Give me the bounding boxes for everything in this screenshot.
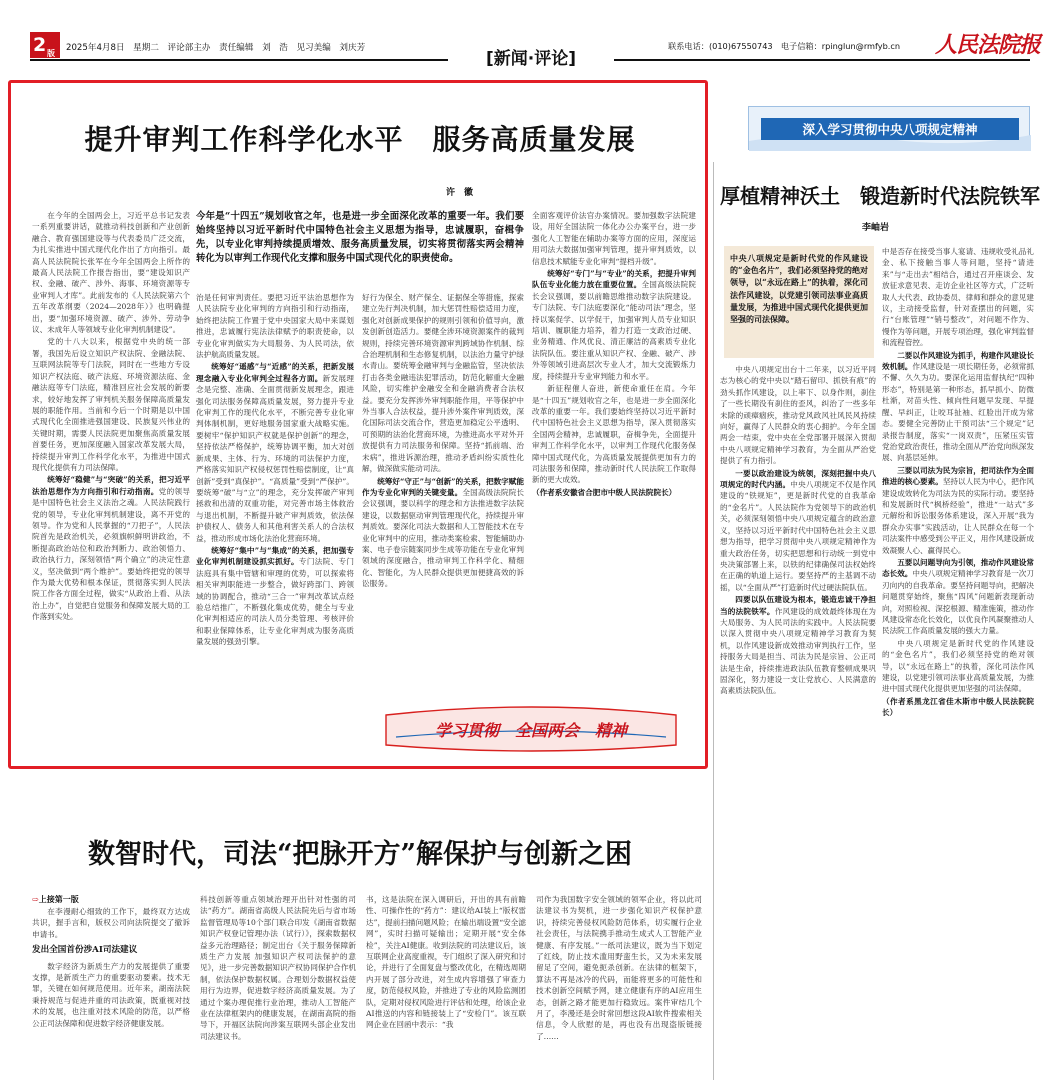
right-heading-3: 三要以司法为民为宗旨，把司法作为全面推进的核心要素。 xyxy=(882,465,1034,487)
right-heading-4: 四要以队伍建设为根本，锻造忠诚干净担当的法院铁军。 xyxy=(720,595,876,616)
right-paragraph: 中央八项规定是新时代党的作风建设的“金色名片”，我们必须坚持党的绝对领导，以“永远在路上”的执着，深化司法作风建设，以党建引领司法事业高质量发展，为推进中国式现代化提供更加坚强的司法保障。 xyxy=(882,638,1034,694)
section-label: [新闻·评论] xyxy=(448,46,614,72)
main-article-author: 许 徽 xyxy=(446,188,474,198)
right-article-title: 厚植精神沃土 锻造新时代法院铁军 xyxy=(720,184,1040,208)
right-col-1 xyxy=(720,364,876,1066)
right-paragraph: 作风建设的成效最终体现在为大局服务、为人民司法的实践中。人民法院要以深入贯彻中央八项规定精神学习教育为契机，以作风建设新成效推动审判执行工作，坚持服务大局是担当、司法为民是宗旨、公正司法是生命，持续推进政法队伍教育整顿成果巩固深化，努力建设一支让党放心、人民满意的高素质法院队伍。 xyxy=(720,606,876,696)
continued-marker xyxy=(32,894,79,905)
continued-label: 上接第一版 xyxy=(38,894,79,904)
main-paragraph: 新征程催人奋进，新使命重任在肩。今年是“十四五”规划收官之年，也是进一步全面深化改革的重要一年。我们要始终坚持以习近平新时代中国特色社会主义思想为指导，深入贯彻落实全国两会精神，忠诚履职，奋楫争先，全面提升审判工作科学化水平，以审判工作现代化服务保障中国式现代化，为高质量发展提供更加有力的司法服务和保障，推动新时代人民法院工作取得新的更大成效。 xyxy=(532,384,696,485)
two-sessions-banner xyxy=(382,705,680,753)
bottom-paragraph: 数字经济为新质生产力的发展提供了重要支撑，是新质生产力的重要驱动要素。技术无罪，关键在如何规范使用。近年来，湖南法院秉持规范与促进并重的司法政策，既重视对技术的发展，也注重对技术风险的防范，以严格公正司法保障和促进数字经济健康发展。 xyxy=(32,961,190,1028)
main-col-2 xyxy=(196,292,354,755)
bottom-article-title: 数智时代，司法“把脉开方”解保护与创新之困 xyxy=(87,839,633,870)
bottom-col-2 xyxy=(200,894,356,1088)
right-paragraph: 中央八项规定精神学习教育是一次刀刃向内的自我革命。要坚持问题导向，把解决问题贯穿始终，聚焦“四风”问题新表现新动向，对照检视、深挖根源、精准施策，推动作风建设常态化长效化，以优良作风凝聚推动人民法院工作高质量发展的强大力量。 xyxy=(882,569,1034,636)
main-article-lead: 今年是“十四五”规划收官之年，也是进一步全面深化改革的重要一年。我们要始终坚持以习近平新时代中国特色社会主义思想为指导，忠诚履职，奋楫争先，以专业化审判持续提质增效、服务高质量发展，切实将贯彻落实两会精神转化为以审判工作现代化支撑和服务中国式现代化的职责使命。 xyxy=(196,211,524,264)
main-article-title: 提升审判工作科学化水平 服务高质量发展 xyxy=(84,123,636,156)
right-paragraph: 中是否存在接受当事人宴请、违规收受礼品礼金、私下接触当事人等问题，坚持“请进来”与“走出去”相结合，通过召开座谈会、发放征求意见表、走访企业社区等方式，广泛听取人大代表、政协委员、律师和群众的意见建议，主动接受监督，针对查摆出的问题，实行“台账管理”“销号整改”，对问题不作为、慢作为等问题，开展专项治理，强化审判监督和流程管控。 xyxy=(882,247,1034,348)
bottom-subhead: 发出全国首份涉AI司法建议 xyxy=(32,945,138,956)
right-heading-2: 二要以作风建设为抓手，构建作风建设长效机制。 xyxy=(882,350,1034,372)
section-heading-2: 统筹好“遥感”与“近感”的关系，把新发展理念融入专业化审判全过程各方面。 xyxy=(196,362,354,383)
main-paragraph: 全面客观评价法官办案情况。要加强数字法院建设，用好全国法院一体化办公办案平台，进一步强化人工智能在辅助办案等方面的应用，深度运用司法大数据加强审判管理，提升审判质效，以信息技术赋能专业化审判“提档升级”。 xyxy=(532,211,696,266)
main-paragraph: 党的领导是中国特色社会主义法治之魂。人民法院践行党的领导，专业化审判机制建设，离不开党的领导。作为党和人民掌握的“刀把子”，人民法院首先是政治机关，必须旗帜鲜明讲政治，不断提高政治站位和政治判断力、政治领悟力、政治执行力，深刻领悟“两个确立”的决定性意义，坚决做到“两个维护”。要始终把党的领导作为最大优势和根本保证，贯彻落实到人民法院工作各方面全过程，做实“从政治上看、从法治上办”，自觉把自觉服务和保障发展大局的工作落到实处。 xyxy=(32,486,190,622)
arrow-right-icon: ⇨ xyxy=(32,894,39,904)
section-heading-3: 统筹好“集中”与“集成”的关系，把加强专业化审判机制建设抓实抓好。 xyxy=(196,545,354,567)
section-heading-1: 统筹好“稳健”与“突破”的关系，把习近平法治思想作为方向指引和行动指南。 xyxy=(32,475,190,496)
main-paragraph: 全国高级法院院长会议强调，要以前瞻思维推动数字法院建设。专门法院、专门法庭要深化“能动司法”理念，坚持以案促学、以学促干，加强审判人员专业知识培训、履职能力培养，着力打造一支政治过硬、业务精通、作风优良、清正廉洁的高素质专业化法院队伍。要注重从知识产权、金融、破产、涉外等领域引进高层次专业人才，加大交流锻炼力度，持续提升专业审判能力和水平。 xyxy=(532,280,696,381)
right-author-note: （作者系黑龙江省佳木斯市中级人民法院院长） xyxy=(882,696,1034,718)
bottom-paragraph: 在李漫耐心细致的工作下，最终双方达成共识，握手言和，版权公司向法院提交了撤诉申请书。 xyxy=(32,907,190,939)
bottom-paragraph: 书，这是法院在深入调研后，开出的具有前瞻性、可操作性的“药方”：建议给AI装上“版权雷达”，提前扫描问题风险；在输出端设置“安全滤网”，实时扫描可疑输出；定期开展“安全体检”，关注AI健康。收到法院的司法建议后，该互联网企业高度重视，专门组织了深入研究和讨论，并进行了全面复盘与整改优化，在精选周期内开展了部分改进，对生成内容增强了审查力度，防范侵权风险，并推进了专业的风险监测团队，定期对侵权风险进行评估和处理，给该企业AI推送的内容和链接装上了“安检门”。该互联网企业在回函中表示：“我 xyxy=(366,895,526,1030)
main-col-1 xyxy=(32,210,190,755)
right-paragraph: 中央八项规定不仅是作风建设的“铁规矩”，更是新时代党的自我革命的“金名片”。人民法院作为党领导下的政治机关，必须深刻领悟中央八项规定蕴含的政治意义，坚持以习近平新时代中国特色社会主义思想为指导，把学习贯彻中央八项规定精神作为重大政治任务，切实把思想和行动统一到党中央决策部署上来，以铁的纪律确保司法权始终在正确的轨道上运行。要坚持严的主基调不动摇，以“全面从严”打造新时代过硬法院队伍。 xyxy=(720,480,876,592)
right-col-2 xyxy=(882,246,1034,1066)
section-heading-4: 统筹好“专门”与“专业”的关系，把提升审判队伍专业化能力放在重要位置。 xyxy=(532,269,696,290)
main-paragraph: 专门法院、专门法庭具有集中管辖和审理的优势，可以探索将相关审判职能进一步整合，做好跨部门、跨领域的协调配合，推动“三合一”审判改革试点经验总结推广，不断强化集成优势，健全与专业化审判相适应的司法人员分类管理、考核评价和职业保障体系，让专业化审判成为服务高质量发展的强劲引擎。 xyxy=(196,557,354,647)
header-date-line: 2025年4月8日 星期二 评论部主办 责任编辑 刘 浩 见习美编 刘庆芳 xyxy=(66,43,366,53)
bottom-paragraph: 科技创新等重点领域治理开出针对性强的司法“药方”。湖南省高级人民法院先后与省市场监督管理局等10个部门联合印发《湖南省数据知识产权登记管理办法（试行）》，探索数据权益多元治理路径；制定出台《关于服务保障新质生产力发展 加强知识产权司法保护的意见》，进一步完善数据知识产权协同保护合作机制，依法保护数据权属。合理划分数据权益使用行为边界，促进数字经济高质量发展。为了通过个案办理促推行业治理，推动人工智能产业在法律框架内的健康发展，在湖南高院的指导下，开福区法院向涉案互联网头部企业发出司法建议书。 xyxy=(200,895,356,1041)
right-heading-1: 一要以政治建设为统领，深刻把握中央八项规定的时代内涵。 xyxy=(720,468,876,490)
header-contact-line: 联系电话：(010)67550743 电子信箱：rpinglun@rmfyb.cn xyxy=(668,41,901,51)
section-heading-5: 统筹好“守正”与“创新”的关系，把数字赋能作为专业化审判的关键变量。 xyxy=(362,476,524,497)
brand-logo: 人民法院报 xyxy=(935,32,1041,58)
eight-rules-banner xyxy=(748,106,1030,150)
main-paragraph: 新发展理念是完整、准确、全面贯彻新发展理念，跟进强化司法服务保障高质量发展，努力提升专业化审判工作的现代化水平，不断完善专业化审判体制机制，更好地服务国家重大战略实施。要树牢“保护知识产权就是保护创新”的理念，坚持依法严格保护，统筹协调平衡，加大对创新成果、主体、行为、环境的司法保护力度，严格落实知识产权侵权惩罚性赔偿制度，让“真创新”受到“真保护”。“高质量”受到“严保护”。要统筹“破”与“立”的理念，充分发挥破产审判拯救和出清的双重功能，对完善市场主体救治与退出机制，不断提升破产审判质效，依法保护债权人、债务人和其他利害关系人的合法权益，推动形成市场化法治化营商环境。 xyxy=(196,373,354,543)
right-article-author: 李岫岩 xyxy=(862,223,890,233)
page-badge: 2 版 xyxy=(30,32,60,58)
main-author-note: （作者系安徽省合肥市中级人民法院院长） xyxy=(532,487,677,497)
right-heading-5: 五要以问题导向为引领，推动作风建设常态长效。 xyxy=(882,557,1034,579)
right-paragraph: 作风建设是一项长期任务，必须常抓不懈、久久为功。要深化运用监督执纪“四种形态”，特别是第一种形态，抓早抓小、防微杜渐，对苗头性、倾向性问题早发现、早提醒、早纠正，让咬耳扯袖、红脸出汗成为常态。要健全完善防止干预司法“三个规定”记录报告制度，落实“一岗双责”，压紧压实管党治党政治责任，推动全面从严治党向纵深发展、向基层延伸。 xyxy=(882,362,1034,463)
bottom-col-3 xyxy=(366,894,526,1088)
right-paragraph: 中央八项规定出台十二年来，以习近平同志为核心的党中央以“踏石留印、抓铁有痕”的劲头抓作风建设，以上率下、以身作则，刹住了一些长期没有刹住的歪风，纠治了一些多年未除的顽瘴痼疾，推动党风政风社风民风持续向好，赢得了人民群众的衷心拥护。今年全国两会一结束，党中央在全党部署开展深入贯彻中央八项规定精神学习教育，为全面从严治党提供了有力指引。 xyxy=(720,365,876,466)
bottom-col-4 xyxy=(536,894,702,1088)
main-col-4 xyxy=(532,210,696,732)
right-paragraph: 坚持以人民为中心，把作风建设成效转化为司法为民的实际行动。要坚持和发展新时代“枫桥经验”，推进“一站式”多元解纷和诉讼服务体系建设，深入开展“我为群众办实事”实践活动，让人民群众在每一个司法案件中感受到公平正义，用作风建设新成效凝聚人心、赢得民心。 xyxy=(882,477,1034,555)
bottom-paragraph: 司作为我国数字安全领域的领军企业，将以此司法建议书为契机，进一步强化知识产权保护意识，持续完善侵权风险防范体系，切实履行企业社会责任，与法院携手推动生成式人工智能产业健康、有序发展。”一纸司法建议，既为当下划定了红线，防止技术滥用野蛮生长，又为未来发展留足了空间，避免扼杀创新。在法律的框架下，算法不再是冰冷的代码，而能将更多的可能性和技术创新空间赋予网，建立健康有序的AI应用生态，创新之路才能更加行稳致远。案件审结几个月了，李漫还是会时常回想这段AI软件搜索相关信息，令人欣慰的是，再也没有出现盗版链接了…… xyxy=(536,895,702,1041)
main-col-3 xyxy=(362,292,524,682)
eight-rules-banner-text: 深入学习贯彻中央八项规定精神 xyxy=(802,122,978,137)
main-paragraph: 好行为保全、财产保全、证据保全等措施，探索建立先行判决机制，加大惩罚性赔偿适用力度，强化对创新成果保护的规则引领和价值导向，激发创新创造活力。要健全涉环境资源案件的裁判规则，持续完善环境资源审判跨域协作机制、综合治理机制和生态修复机制，以法治力量守护绿水青山。要统筹金融审判与金融监管，坚决依法打击各类金融违法犯罪活动，防范化解重大金融风险，切实维护金融安全和金融消费者合法权益。要充分发挥涉外审判职能作用，平等保护中外当事人合法权益，提升涉外案件审判质效，深化国际司法交流合作，营造更加稳定公平透明、可预期的法治化营商环境，为推进高水平对外开放提供有力司法服务和保障。坚持“抓前端、治未病”，推进诉源治理，推动矛盾纠纷实质性化解，做深做实能动司法。 xyxy=(362,293,524,474)
two-sessions-banner-text: 学习贯彻 全国两会 精神 xyxy=(434,721,627,740)
right-article-lead: 中央八项规定是新时代党的作风建设的“金色名片”，我们必须坚持党的绝对领导，以“永远在路上”的执着，深化司法作风建设，以党建引领司法事业高质量发展，为推进中国式现代化提供更加坚强的司法保障。 xyxy=(730,253,868,325)
bottom-col-1 xyxy=(32,906,190,1088)
main-paragraph: 在今年的全国两会上，习近平总书记发表一系列重要讲话，就推动科技创新和产业创新融合、教育强国建设等与代表委员广泛交流，为扎实推进中国式现代化作出了方向指引。最高人民法院院长张军在今年全国两会上所作的最高人民法院工作报告指出，要“建设知识产权、金融、破产、涉外、海事、环境资源等专业审判人才库”。此前发布的《人民法院第六个五年改革纲要（2024—2028年）》也明确提出，要“加强环境资源、破产、涉外、劳动争议、未成年人等领域专业化审判机制建设”。 xyxy=(32,211,190,335)
main-paragraph: 党的十八大以来，根据党中央的统一部署，我国先后设立知识产权法院、金融法院、互联网法院等专门法院，同时在一些地方专设知识产权法庭、破产法庭、环境资源法庭、金融法庭等专门法庭，精准回应社会发展的新要求，较好地发挥了审判机关服务保障高质量发展的职能作用。当前和今后一个时期是以中国式现代化全面推进强国建设、民族复兴伟业的关键时期，需要人民法院更加聚焦高质量发展首要任务，更加深度融入国家改革发展大局，持续提升审判工作科学化水平，为推进中国式现代化提供有力司法保障。 xyxy=(32,337,190,472)
column-divider xyxy=(713,162,714,1080)
main-paragraph: 治是任何审判责任。要把习近平法治思想作为人民法院专业化审判的方向指引和行动指南，始终把法院工作置于党中央国家大局中来谋划推进，忠诚履行宪法法律赋予的职责使命，以专业化审判做实为大局服务、为人民司法，依法护航高质量发展。 xyxy=(196,293,354,360)
main-paragraph: 全国高级法院院长会议强调，要以科学的理念和方法推进数字法院建设，以数据驱动审判管理现代化，持续提升审判质效。要深化司法大数据和人工智能技术在专业化审判中的应用，推动类案检索、智能辅助办案、电子卷宗随案同步生成等功能在专业化审判领域的深度融合，推动审判工作科学化、精细化、智能化，为人民群众提供更加便捷高效的诉讼服务。 xyxy=(362,487,524,589)
